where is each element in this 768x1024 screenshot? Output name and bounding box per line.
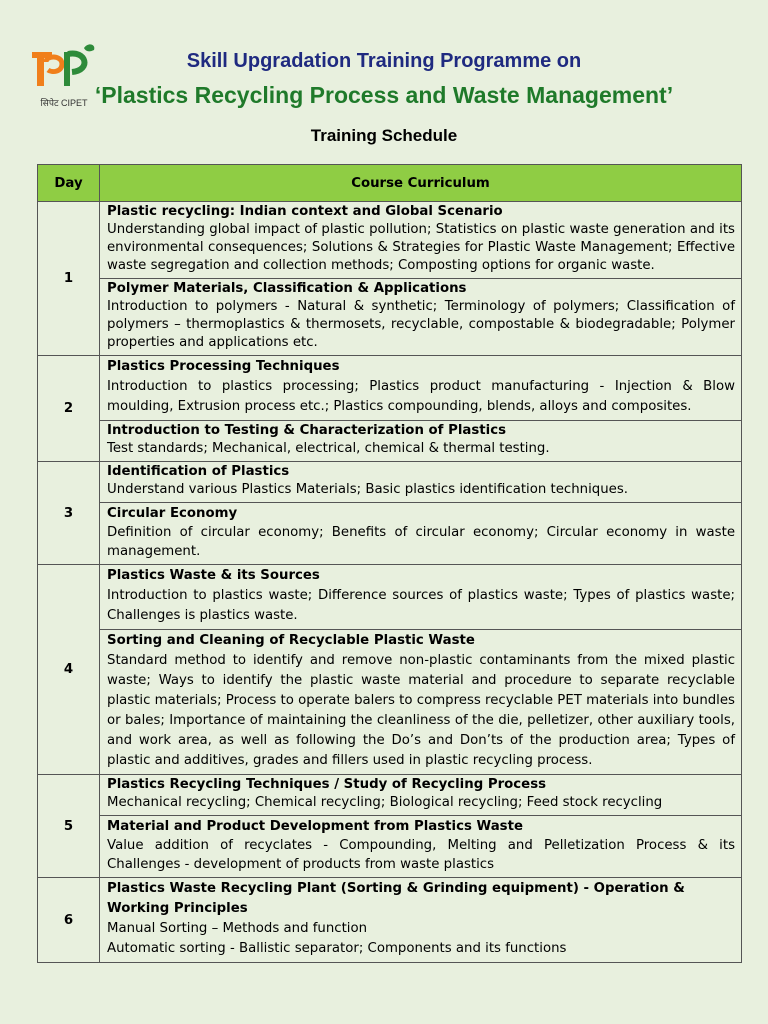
table-row (38, 878, 742, 963)
programme-subject: ‘Plastics Recycling Process and Waste Management’ (94, 82, 674, 108)
table-row (38, 356, 742, 421)
session-topic: Introduction to Testing & Characterization of Plastics (107, 423, 506, 438)
session-description: Understand various Plastics Materials; Basic plastics identification techniques. (107, 482, 628, 497)
table-row (38, 503, 742, 565)
table-header-row (38, 165, 742, 202)
session-topic: Polymer Materials, Classification & Applications (107, 281, 467, 296)
session-cell (100, 630, 742, 775)
session-description: Introduction to plastics waste; Difference sources of plastics waste; Types of plastics waste; Challenges is plastics waste. (107, 588, 735, 623)
session-topic: Material and Product Development from Plastics Waste (107, 819, 523, 834)
day-number: 4 (38, 565, 100, 775)
session-description: Introduction to plastics processing; Plastics product manufacturing - Injection & Blow moulding, Extrusion process etc.; Plastics compounding, blends, alloys and composites. (107, 379, 735, 414)
session-description: Test standards; Mechanical, electrical, chemical & thermal testing. (107, 441, 550, 456)
table-row (38, 565, 742, 630)
training-schedule-table (37, 164, 742, 963)
day-number: 6 (38, 878, 100, 963)
table-row (38, 775, 742, 816)
session-description: Standard method to identify and remove non-plastic contaminants from the mixed plastic waste; Ways to identify the plastic waste material and procedure to separate recyclable plastic materials; Process to operate balers to compress recyclable PET materials into bundles or bales; Importance of maintaining the cleanliness of the die, pelletizer, other auxiliary tools, and work area, as well as following the Do’s and Don’ts of the production area; Types of plastic and additives, grades and fillers used in plastic recycling process. (107, 653, 735, 768)
session-topic: Plastics Waste Recycling Plant (Sorting & Grinding equipment) - Operation & Working Principles (107, 881, 685, 916)
session-cell (100, 503, 742, 565)
session-cell (100, 565, 742, 630)
session-topic: Plastics Processing Techniques (107, 359, 340, 374)
table-row (38, 202, 742, 279)
session-description: Value addition of recyclates - Compounding, Melting and Pelletization Process & its Challenges - development of products from waste plastics (107, 838, 735, 872)
day-column-header: Day (38, 165, 100, 202)
session-cell (100, 202, 742, 279)
session-description-line: Manual Sorting – Methods and function (107, 921, 368, 936)
table-row (38, 816, 742, 878)
table-row (38, 279, 742, 356)
session-cell (100, 816, 742, 878)
day-number: 1 (38, 202, 100, 356)
day-number: 5 (38, 775, 100, 878)
session-topic: Sorting and Cleaning of Recyclable Plastic Waste (107, 633, 475, 648)
table-row (38, 630, 742, 775)
day-number: 3 (38, 462, 100, 565)
session-topic: Plastics Waste & its Sources (107, 568, 320, 583)
table-row (38, 462, 742, 503)
schedule-heading: Training Schedule (310, 126, 458, 145)
session-cell (100, 878, 742, 963)
session-topic: Circular Economy (107, 506, 238, 521)
session-description: Mechanical recycling; Chemical recycling; Biological recycling; Feed stock recycling (107, 795, 663, 810)
session-cell (100, 462, 742, 503)
session-description: Understanding global impact of plastic pollution; Statistics on plastic waste generation and its environmental consequences; Solutions & Strategies for Plastic Waste Management; Effective waste segregation and collection methods; Composting options for organic waste. (107, 222, 735, 273)
day-number: 2 (38, 356, 100, 462)
session-description: Definition of circular economy; Benefits of circular economy; Circular economy in waste management. (107, 525, 735, 559)
session-description-line: Automatic sorting - Ballistic separator; Components and its functions (107, 941, 567, 956)
programme-title: Skill Upgradation Training Programme on (186, 50, 582, 72)
session-topic: Plastics Recycling Techniques / Study of Recycling Process (107, 777, 547, 792)
session-cell (100, 775, 742, 816)
session-topic: Identification of Plastics (107, 464, 290, 479)
session-topic: Plastic recycling: Indian context and Global Scenario (107, 204, 503, 219)
session-cell (100, 421, 742, 462)
logo-caption: सिपेट CIPET (40, 98, 88, 108)
curriculum-column-header: Course Curriculum (100, 165, 742, 202)
table-row (38, 421, 742, 462)
session-description: Introduction to polymers - Natural & synthetic; Terminology of polymers; Classification of polymers – thermoplastics & thermosets, recyclable, compostable & biodegradable; Polymer properties and applications etc. (107, 299, 735, 350)
session-cell (100, 356, 742, 421)
session-cell (100, 279, 742, 356)
